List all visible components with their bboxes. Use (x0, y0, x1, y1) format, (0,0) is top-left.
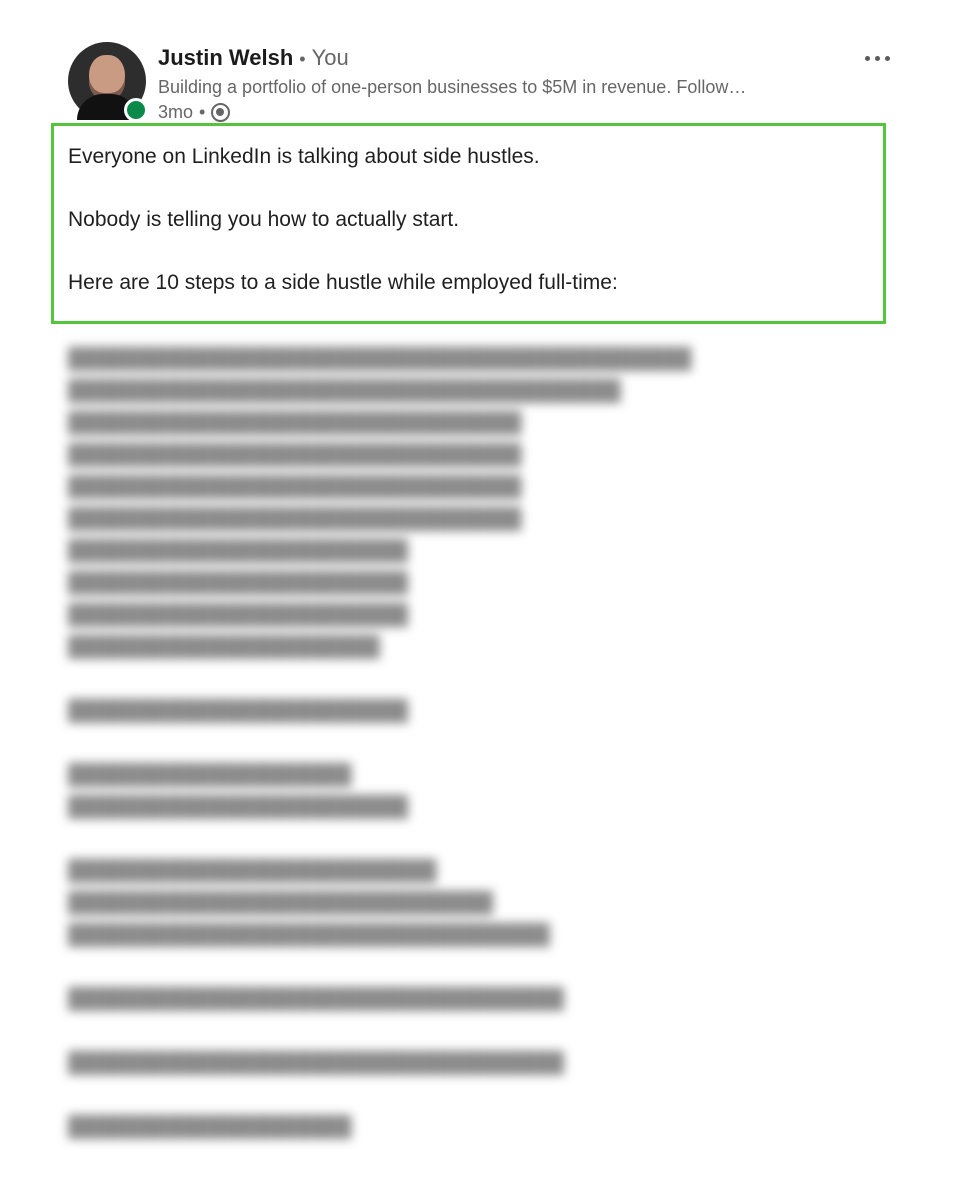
more-dot-icon (865, 56, 870, 61)
intro-line-3: Here are 10 steps to a side hustle while employed full-time: (68, 271, 618, 294)
blurred-line: ████████████████████ (68, 764, 352, 786)
blurred-line: ████████████████████████████████ (68, 412, 522, 434)
more-options-button[interactable] (856, 43, 898, 73)
blurred-gap (68, 951, 788, 983)
meta-separator: • (199, 102, 206, 122)
blurred-line: ████████████████████ (68, 1116, 352, 1138)
intro-line-2: Nobody is telling you how to actually start. (68, 208, 460, 231)
post-age: 3mo (158, 102, 194, 122)
post-intro-text (68, 141, 868, 330)
online-status-icon (124, 98, 148, 122)
relation-separator: • (299, 49, 306, 69)
blurred-line: ████████████████████████ (68, 540, 409, 562)
avatar[interactable] (68, 42, 146, 120)
blurred-line: ████████████████████████████████ (68, 508, 522, 530)
blurred-gap (68, 823, 788, 855)
blurred-line: ██████████████████████ (68, 636, 380, 658)
blurred-line: ██████████████████████████████████ (68, 924, 550, 946)
blurred-line: ██████████████████████████ (68, 860, 437, 882)
blurred-line: ████████████████████████ (68, 796, 409, 818)
blurred-line: ███████████████████████████████████████ (68, 380, 621, 402)
blurred-post-content (68, 343, 788, 1143)
blurred-line: ████████████████████████████████ (68, 476, 522, 498)
blurred-gap (68, 1015, 788, 1047)
blurred-line: ████████████████████████ (68, 572, 409, 594)
more-dot-icon (885, 56, 890, 61)
post-meta (158, 102, 230, 123)
blurred-line: ███████████████████████████████████ (68, 988, 564, 1010)
intro-line-1: Everyone on LinkedIn is talking about side hustles. (68, 145, 540, 168)
avatar-face (89, 55, 125, 99)
blurred-line: ██████████████████████████████ (68, 892, 494, 914)
blurred-line: ████████████████████████████████ (68, 444, 522, 466)
blurred-gap (68, 1079, 788, 1111)
globe-icon (211, 103, 230, 122)
author-headline: Building a portfolio of one-person businesses to $5M in revenue. Follow… (158, 77, 747, 97)
blurred-line: ████████████████████████████████████████████ (68, 348, 692, 370)
blurred-gap (68, 727, 788, 759)
blurred-gap (68, 663, 788, 695)
post-header (68, 40, 898, 120)
author-relation: You (311, 45, 349, 70)
author-name[interactable]: Justin Welsh (158, 45, 294, 70)
blurred-line: ████████████████████████ (68, 700, 409, 722)
blurred-line: ████████████████████████ (68, 604, 409, 626)
more-dot-icon (875, 56, 880, 61)
blurred-line: ███████████████████████████████████ (68, 1052, 564, 1074)
author-row (158, 45, 349, 71)
